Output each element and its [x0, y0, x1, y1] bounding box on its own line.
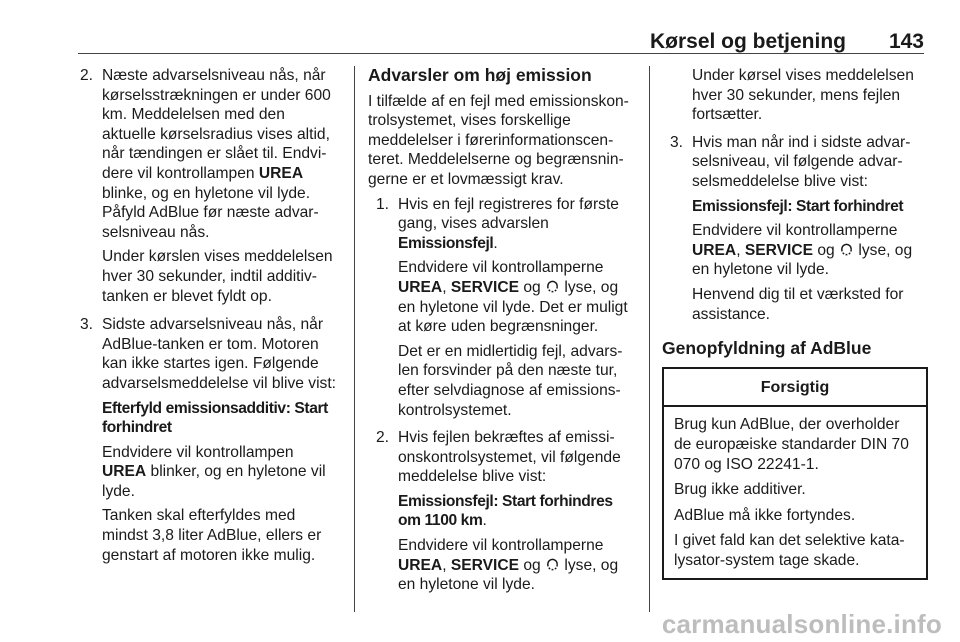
service-label: SERVICE: [450, 556, 520, 574]
list-number-spacer: [670, 66, 692, 130]
paragraph: I givet fald kan det selektive kata-lysator-system tage skade.: [674, 532, 905, 569]
list-number: 1.: [376, 195, 390, 213]
list-item-3: [662, 133, 928, 329]
section-heading: Genopfyldning af AdBlue: [662, 338, 872, 359]
intro-paragraph: I tilfælde af en fejl med emissionskon-trolsystemet, vises forskellige meddelelser i førerinformationscen-teret. Meddelelserne og begrænsnin-gerne er et lovmæssigt krav.: [368, 92, 629, 188]
warning-message: Emissionsfejl: Start forhindret: [692, 197, 904, 215]
paragraph: [692, 221, 928, 280]
list-number: 3.: [670, 133, 684, 151]
warning-message: Efterfyld emissionsadditiv: Start forhindret: [102, 399, 328, 437]
paragraph: Hvis man når ind i sidste advar-selsniveau, vil følgende advar-selsmeddelelse blive vist:: [692, 133, 911, 190]
warning-message: Emissionsfejl: Start forhindres om 1100 km: [398, 492, 613, 530]
list-number: 2.: [376, 429, 390, 447]
service-label: SERVICE: [744, 241, 814, 259]
text: blinker, og en hyletone vil lyde.: [102, 463, 326, 500]
glow-plug-icon: [839, 242, 854, 257]
list-number: 3.: [80, 316, 94, 334]
glow-plug-icon: [545, 557, 560, 572]
text: Endvidere vil kontrollamperne: [398, 537, 604, 555]
text: og: [519, 556, 546, 574]
text: Endvidere vil kontrollampen: [102, 443, 294, 461]
text: lyse, og en hyletone vil lyde. Det er muligt at køre uden begrænsninger.: [398, 278, 628, 336]
text: ,: [442, 278, 451, 296]
paragraph: Tanken skal efterfyldes med mindst 3,8 liter AdBlue, ellers er genstart af motoren ikke mulig.: [102, 507, 322, 564]
paragraph: [398, 195, 636, 254]
section-heading: Advarsler om høj emission: [368, 65, 592, 85]
paragraph: Under kørsel vises meddelelsen hver 30 sekunder, mens fejlen fortsætter.: [692, 67, 914, 124]
text: lyse, og en hyletone vil lyde.: [692, 241, 913, 279]
header-rule: [78, 53, 924, 54]
paragraph: Henvend dig til et værksted for assistance.: [692, 285, 904, 323]
paragraph: [102, 443, 342, 502]
urea-label: UREA: [398, 278, 443, 296]
urea-label: UREA: [398, 556, 443, 574]
watermark: carmanualsonline.info: [661, 609, 942, 639]
urea-label: UREA: [258, 164, 304, 182]
list-item-2: [368, 428, 636, 600]
text: Hvis en fejl registreres for første gang, vises advarslen: [398, 195, 619, 233]
paragraph: Brug ikke additiver.: [674, 481, 806, 499]
warning-message: Emissionsfejl: [398, 234, 494, 252]
caution-box: [662, 367, 928, 581]
column-divider-1: [354, 66, 355, 612]
column-divider-2: [649, 66, 650, 612]
page-number: 143: [888, 30, 924, 53]
paragraph: [398, 258, 636, 336]
section-title: Kørsel og betjening: [649, 30, 846, 53]
urea-label: UREA: [692, 241, 737, 259]
column-2: [368, 66, 636, 600]
text: lyse, og en hyletone vil lyde.: [398, 556, 619, 594]
list-item-2: [80, 66, 342, 311]
text: Endvidere vil kontrollamperne: [692, 222, 898, 240]
paragraph: [398, 492, 636, 531]
paragraph: Brug kun AdBlue, der overholder de europæiske standarder DIN 70 070 og ISO 22241-1.: [674, 416, 909, 473]
paragraph: Under kørslen vises meddelelsen hver 30 sekunder, indtil additiv-tanken er blevet fyldt op.: [102, 248, 333, 305]
caution-title: Forsigtig: [664, 369, 926, 408]
urea-label: UREA: [102, 463, 147, 481]
text: .: [482, 512, 487, 530]
paragraph: Hvis fejlen bekræftes af emissi-onskontrolsystemet, vil følgende meddelelse blive vist:: [398, 429, 621, 486]
text: Endvidere vil kontrollamperne: [398, 259, 604, 277]
list-item-1: [368, 195, 636, 426]
list-item-3: [80, 315, 342, 570]
list-item-continuation: [662, 66, 928, 130]
text: ,: [442, 556, 451, 574]
page-header: [78, 30, 924, 54]
paragraph: [102, 66, 342, 242]
service-label: SERVICE: [450, 278, 520, 296]
column-1: [80, 66, 342, 570]
text: og: [519, 278, 546, 296]
text: og: [813, 241, 840, 259]
paragraph: Det er en midlertidig fejl, advars-len forsvinder på den næste tur, efter selvdiagnose af emissions-kontrolsystemet.: [398, 342, 623, 419]
list-number: 2.: [80, 67, 94, 84]
text: blinke, og en hyletone vil lyde. Påfyld AdBlue før næste advar-selsniveau nås.: [102, 184, 319, 241]
paragraph: [398, 536, 636, 595]
glow-plug-icon: [545, 279, 560, 294]
paragraph: AdBlue må ikke fortyndes.: [674, 506, 856, 524]
paragraph: Sidste advarselsniveau nås, når AdBlue-tanken er tom. Motoren kan ikke startes igen. Følgende advarselsmeddelelse vil blive vist:: [102, 316, 337, 392]
text: Næste advarselsniveau nås, når kørselsstrækningen er under 600 km. Meddelelsen med den aktuelle kørselsradius vises altid, når tændingen er slået til. Endvi-dere vil kontrollampen: [102, 67, 331, 182]
text: ,: [736, 241, 745, 259]
column-3: [662, 66, 928, 580]
text: .: [493, 234, 498, 252]
